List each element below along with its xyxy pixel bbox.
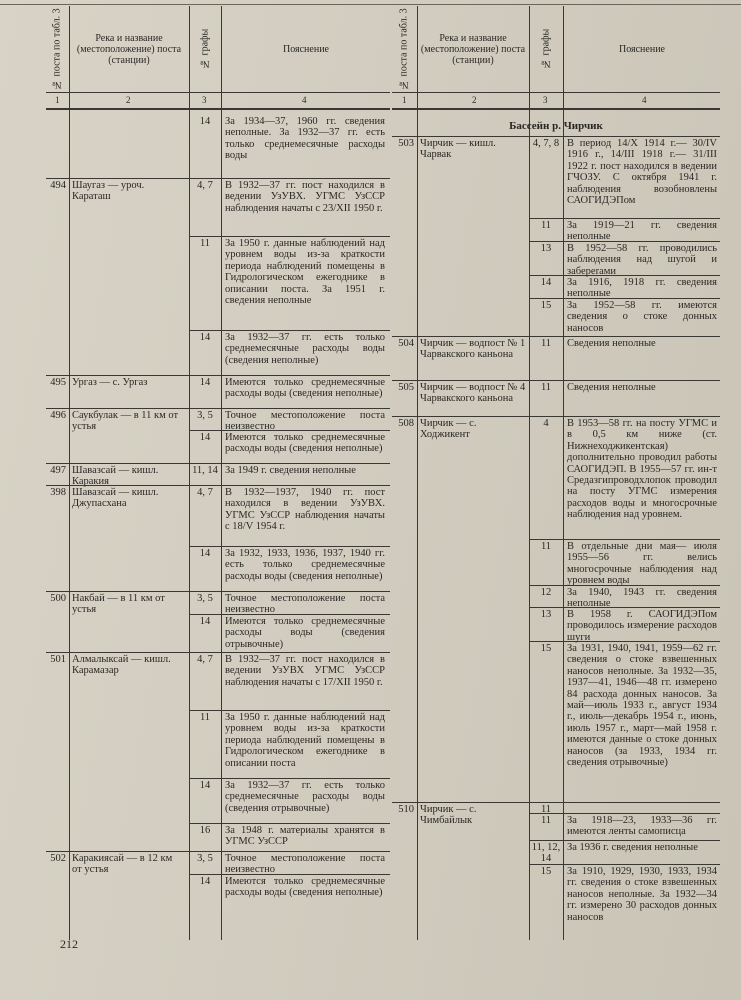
column-ref: 14 — [540, 277, 552, 288]
top-edge-line — [0, 4, 741, 5]
station-name: Чирчик — водпост № 1 Чарвакского каньона — [420, 338, 526, 361]
column-ref: 11 — [540, 815, 552, 826]
post-number: 497 — [50, 465, 66, 476]
column-ref: 14 — [199, 616, 211, 627]
column-ref: 4, 7 — [197, 654, 213, 665]
post-number: 508 — [398, 418, 414, 429]
explanation-text: Сведения неполные — [567, 382, 656, 393]
column-ref: 14 — [199, 548, 211, 559]
column-ref: 13 — [540, 243, 552, 254]
explanation-text: За 1950 г. данные наблюдений над уровнем воды из-за краткости периода наблюдений помещены в Гидрологическом ежегоднике в описании поста. За 1951 г. сведения неполные — [225, 238, 385, 307]
explanation-text: За 1919—21 гг. сведения неполные — [567, 220, 717, 243]
explanation-text: За 1949 г. сведения неполные — [225, 465, 356, 476]
explanation-text: Имеются только среднемесячные расходы воды (сведения неполные) — [225, 432, 385, 455]
explanation-text: За 1910, 1929, 1930, 1933, 1934 гг. сведения о стоке взвешенных наносов неполные. За 1932—34 гг. измерено 30 расходов донных наносов — [567, 866, 717, 923]
right-column-numbers — [392, 94, 720, 110]
header-post-number: № поста по табл. 3 — [398, 8, 410, 90]
explanation-text: В 1932—37 гг. пост находился в ведении УзУВХ УГМС УзССР наблюдения начаты с 17/XII 1950 г. — [225, 654, 385, 688]
column-ref: 3, 5 — [197, 593, 213, 604]
post-number: 398 — [50, 487, 66, 498]
colnum-2: 2 — [472, 95, 477, 105]
column-ref: 11 — [199, 238, 211, 249]
explanation-text: За 1932, 1933, 1936, 1937, 1940 гг. есть только среднемесячные расходы воды (сведения неполные) — [225, 548, 385, 582]
explanation-text: За 1916, 1918 гг. сведения неполные — [567, 277, 717, 300]
column-ref: 4 — [543, 418, 549, 429]
left-column-numbers — [46, 94, 390, 110]
post-number: 502 — [50, 853, 66, 864]
colnum-1: 1 — [55, 95, 60, 105]
explanation-text: За 1936 г. сведения неполные — [567, 842, 698, 853]
post-number: 494 — [50, 180, 66, 191]
colnum-4: 4 — [642, 95, 647, 105]
basin-title: Бассейн р. Чирчик — [509, 120, 603, 132]
column-ref: 13 — [540, 609, 552, 620]
header-column-number: № графы — [199, 28, 211, 70]
header-explanation: Пояснение — [282, 43, 329, 55]
explanation-text: В отдельные дни мая— июля 1955—56 гг. велись многосрочные наблюдения над уровнем воды — [567, 541, 717, 587]
explanation-text: За 1932—37 гг. есть только среднемесячные расходы воды (сведения отрывочные) — [225, 780, 385, 814]
post-number: 495 — [50, 377, 66, 388]
station-name: Шаугаз — уроч. Караташ — [72, 180, 145, 203]
colnum-4: 4 — [302, 95, 307, 105]
column-ref: 11 — [540, 220, 552, 231]
explanation-text: Имеются только среднемесячные расходы воды (сведения неполные) — [225, 377, 385, 400]
colnum-2: 2 — [126, 95, 131, 105]
colnum-3: 3 — [202, 95, 207, 105]
explanation-text: В период 14/X 1914 г.— 30/IV 1916 г., 14/III 1918 г.— 31/III 1922 г. пост находился в ведении ГЧОЗУ. С октября 1941 г. наблюдения возобновлены САОГИДЭПом — [567, 138, 717, 207]
column-ref: 14 — [199, 116, 211, 127]
column-ref: 3, 5 — [197, 853, 213, 864]
column-ref: 14 — [199, 332, 211, 343]
post-number: 501 — [50, 654, 66, 665]
post-number: 510 — [398, 804, 414, 815]
right-table-header — [392, 6, 720, 93]
explanation-text: В 1952—58 гг. проводились наблюдения над шугой и забереrами — [567, 243, 717, 277]
column-ref: 11, 14 — [192, 465, 218, 476]
station-name: Шавазсай — кишл. Каракия — [72, 465, 159, 488]
column-ref: 15 — [540, 866, 552, 877]
column-ref: 14 — [199, 377, 211, 388]
column-ref: 12 — [540, 587, 552, 598]
left-table — [46, 6, 390, 940]
station-name: Накбай — в 11 км от устья — [72, 593, 165, 616]
post-number: 505 — [398, 382, 414, 393]
explanation-text: Имеются только среднемесячные расходы воды (сведения отрывочные) — [225, 616, 385, 650]
station-name: Чирчик — с. Ходжикент — [420, 418, 477, 441]
column-ref: 4, 7 — [197, 180, 213, 191]
station-name: Шавазсай — кишл. Джупасхана — [72, 487, 159, 510]
station-name: Чирчик — водпост № 4 Чарвакского каньона — [420, 382, 526, 405]
explanation-text: За 1950 г. данные наблюдений над уровнем воды из-за краткости периода наблюдений помещены в Гидрологическом ежегоднике в описании поста — [225, 712, 385, 769]
explanation-text: В 1958 г. САОГИДЭПом проводилось измерение расходов шуги — [567, 609, 717, 643]
post-number: 496 — [50, 410, 66, 421]
station-name: Ургаз — с. Ургаз — [72, 377, 148, 388]
station-name: Чирчик — кишл. Чарвак — [420, 138, 496, 161]
column-ref: 11 — [540, 804, 552, 815]
colnum-3: 3 — [543, 95, 548, 105]
header-river-station: Река и название (местоположение) поста (станции) — [420, 32, 526, 66]
post-number: 504 — [398, 338, 414, 349]
column-ref: 14 — [199, 780, 211, 791]
column-ref: 14 — [199, 432, 211, 443]
header-explanation: Пояснение — [618, 43, 665, 55]
column-ref: 11 — [540, 541, 552, 552]
left-table-header — [46, 6, 390, 93]
explanation-text: Точное местоположение поста неизвестно — [225, 410, 385, 433]
post-number: 503 — [398, 138, 414, 149]
header-post-number: № поста по табл. 3 — [51, 8, 63, 90]
station-name: Саукбулак — в 11 км от устья — [72, 410, 179, 433]
column-ref: 11 — [540, 338, 552, 349]
post-number: 500 — [50, 593, 66, 604]
explanation-text: В 1953—58 гг. на посту УГМС и в 0,5 км ниже (ст. Нижнеходжикентская) дополнительно проводил работы САОГИДЭП. В 1955—57 гг. ин-т Средазгипроводхлопок проводил на посту УГМС измерения расходов воды и многосрочные наблюдения над уровнем. — [567, 418, 717, 521]
explanation-text: За 1932—37 гг. есть только среднемесячные расходы воды (сведения неполные) — [225, 332, 385, 366]
station-name: Каракиясай — в 12 км от устья — [72, 853, 173, 876]
column-ref: 4, 7, 8 — [532, 138, 560, 149]
explanation-text: Сведения неполные — [567, 338, 656, 349]
colnum-1: 1 — [402, 95, 407, 105]
page-number: 212 — [60, 937, 78, 951]
explanation-text: Точное местоположение поста неизвестно — [225, 593, 385, 616]
header-river-station: Река и название (местоположение) поста (станции) — [76, 32, 182, 66]
column-ref: 3, 5 — [197, 410, 213, 421]
explanation-text: За 1931, 1940, 1941, 1959—62 гг. сведения о стоке взвешенных наносов неполные. За 1932—35, 1937—41, 1946—48 гг. измерено 84 расхода донных наносов. За май—июль 1933 г., август 1934 г., июль—декабрь 1954 г., июнь, июль 1957 г., март—май 1958 г. имеются данные о стоке донных наносов (за 1933, 1934 гг. сведения отрывочные) — [567, 643, 717, 769]
explanation-text: За 1940, 1943 гг. сведения неполные — [567, 587, 717, 610]
station-name: Алмалыксай — кишл. Карамазар — [72, 654, 171, 677]
column-ref: 16 — [199, 825, 211, 836]
explanation-text: За 1952—58 гг. имеются сведения о стоке донных наносов — [567, 300, 717, 334]
column-ref: 4, 7 — [197, 487, 213, 498]
column-ref: 15 — [540, 300, 552, 311]
explanation-text: За 1918—23, 1933—36 гг. имеются ленты самописца — [567, 815, 717, 838]
header-column-number: № графы — [540, 28, 552, 70]
column-ref: 14 — [199, 876, 211, 887]
column-ref: 11, 12, 14 — [531, 842, 561, 865]
column-ref: 15 — [540, 643, 552, 654]
explanation-text: Имеются только среднемесячные расходы воды (сведения неполные) — [225, 876, 385, 899]
explanation-text: В 1932—37 гг. пост находился в ведении УзУВХ. УГМС УзССР наблюдения начаты с 23/XII 1950 г. — [225, 180, 385, 214]
column-ref: 11 — [540, 382, 552, 393]
station-name: Чирчик — с. Чимбайлык — [420, 804, 477, 827]
column-ref: 11 — [199, 712, 211, 723]
explanation-text: За 1948 г. материалы хранятся в УГМС УзССР — [225, 825, 385, 848]
explanation-text: За 1934—37, 1960 гг. сведения неполные. За 1932—37 гг. есть только среднемесячные расходы воды — [225, 116, 385, 162]
explanation-text: Точное местоположение поста неизвестно — [225, 853, 385, 876]
explanation-text: В 1932—1937, 1940 гг. пост находился в ведении УзУВХ. УГМС УзССР наблюдения начаты с 18/V 1954 г. — [225, 487, 385, 533]
right-table — [392, 6, 720, 940]
